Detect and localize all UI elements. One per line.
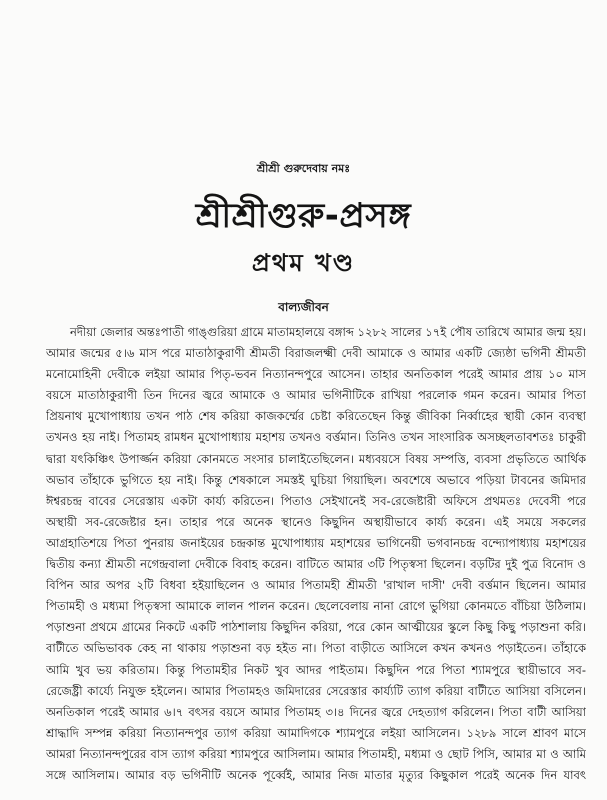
text-line: আমরা নিত্যানন্দপুরের বাস ত্যাগ করিয়া শ্যামপুরে আসিলাম। আমার পিতামহী, মধ্যমা ও ছোট পিসি, আমার মা ও আমি	[46, 746, 586, 761]
text-line: বয়সে মাতাঠাকুরাণী তিন দিনের জ্বরে আমাকে ও আমার ভগিনীটিকে রাখিয়া পরলোক গমন করেন। আমার পিতা	[46, 388, 586, 403]
text-line: বিপিন আর অপর ২টি বিধবা হইয়াছিলেন ও আমার পিতামহী শ্রীমতী 'রাখাল দাসী' দেবী বর্ত্তমান ছিলেন। আমার	[46, 578, 586, 593]
text-line: অনতিকাল পরেই আমার ৬।৭ বৎসর বয়সে আমার পিতামহ ৩।৪ দিনের জ্বরে দেহত্যাগ করিলেন। পিতা বাটী আসিয়া	[46, 704, 586, 719]
text-line: তখনও হয় নাই। পিতামহ রামধন মুখোপাধ্যায় মহাশয় তখনও বর্ত্তমান। তিনিও তখন সাংসারিক অসচ্ছলতাবশতঃ চাকুরী	[46, 430, 586, 445]
body-text	[46, 322, 586, 786]
text-line: দ্বিতীয় কন্যা শ্রীমতী নগেন্দ্রবালা দেবীকে বিবাহ করেন। বাটিতে আমার ৩টি পিতৃস্বসা ছিলেন। বড়টির দুই পুত্র বিনোদ ও	[46, 557, 586, 572]
text-line: দ্বারা যৎকিঞ্চিৎ উপার্জ্জন করিয়া কোনমতে সংসার চালাইতেছিলেন। মধ্যবয়সে বিষয় সম্পত্তি, ব্যবসা প্রভৃতিতে আর্থিক	[46, 451, 586, 466]
text-line: প্রিয়নাথ মুখোপাধ্যায় তখন পাঠ শেষ করিয়া কাজকর্ম্মের চেষ্টা করিতেছেন কিন্তু জীবিকা নির্ব্বাহের স্থায়ী কোন ব্যবস্থা	[46, 409, 586, 424]
text-line: সঙ্গে আসিলাম। আমার বড় ভগিনীটি অনেক পূর্ব্বেই, আমার নিজ মাতার মৃত্যুর কিছুকাল পরেই অনেক দিন যাবৎ	[46, 767, 586, 782]
book-title: শ্রীশ্রীগুরু-প্রসঙ্গ	[195, 196, 412, 236]
volume-subtitle: প্রথম খণ্ড	[251, 249, 356, 277]
text-line: মনোমোহিনী দেবীকে লইয়া আমার পিতৃ-ভবন নিত্যানন্দপুরে আসেন। তাহার অনতিকাল পরেই আমার প্রায় ১০ মাস	[46, 367, 586, 382]
text-line: পড়াশুনা প্রথমে গ্রামের নিকটে একটি পাঠশালায় কিছুদিন করিয়া, পরে কোন আত্মীয়ের স্কুলে কিছু কিছু পড়াশুনা করি।	[46, 620, 586, 635]
invocation-line: শ্রীশ্রী গুরুদেবায় নমঃ	[256, 162, 351, 175]
text-line: পিতামহী ও মধ্যমা পিতৃস্বসা আমাকে লালন পালন করেন। ছেলেবেলায় নানা রোগে ভুগিয়া কোনমতে বাঁচিয়া উঠিলাম।	[46, 599, 586, 614]
text-line: আমি খুব ভয় করিতাম। কিন্তু পিতামহীর নিকট খুব আদর পাইতাম। কিছুদিন পরে পিতা শ্যামপুরে স্থায়ীভাবে সব-	[46, 662, 586, 677]
text-line: আগ্রহাতিশয়ে পিতা পুনরায় জনাইয়ের চন্দ্রকান্ত মুখোপাধ্যায় মহাশয়ের ভাগিনেয়ী ভগবানচন্দ্র বন্দ্যোপাধ্যায় মহাশয়ের	[46, 535, 586, 550]
text-line: শ্রাদ্ধাদি সম্পন্ন করিয়া নিত্যানন্দপুর ত্যাগ করিয়া আমাদিগকে শ্যামপুরে লইয়া আসিলেন। ১২৮৯ সালে শ্রাবণ মাসে	[46, 725, 586, 740]
text-line: ঈশ্বরচন্দ্র বাবের সেরেস্তায় একটা কার্য্য করিতেন। পিতাও সেইখানেই সব-রেজেষ্টারী অফিসে প্রথমতঃ দেবেসী পরে	[46, 493, 586, 508]
text-line: অস্থায়ী সব-রেজেষ্টার হন। তাহার পরে অনেক স্থানেও কিছুদিন অস্থায়ীভাবে কার্য্য করেন। এই সময়ে সকলের	[46, 514, 586, 529]
text-line: রেজেষ্ট্রী কার্য্যে নিযুক্ত হইলেন। আমার পিতামহও জমিদারের সেরেস্তার কার্য্যটি ত্যাগ করিয়া বাটীতে আসিয়া বসিলেন।	[46, 683, 586, 698]
section-heading: বাল্যজীবন	[278, 300, 329, 314]
text-line: বাটীতে অভিভাবক কেহ না থাকায় পড়াশুনা বড় হইত না। পিতা বাড়ীতে আসিলে কখন কখনও পড়াইতেন। তাঁহাকে	[46, 641, 586, 656]
text-line: আমার জন্মের ৫।৬ মাস পরে মাতাঠাকুরাণী শ্রীমতী বিরাজলক্ষ্মী দেবী আমাকে ও আমার একটি জ্যেষ্ঠা ভগিনী শ্রীমতী	[46, 346, 586, 361]
text-line: নদীয়া জেলার অন্তঃপাতী গাঙ্গুরিয়া গ্রামে মাতামহালয়ে বঙ্গাব্দ ১২৮২ সালের ১৭ই পৌষ তারিখে আমার জন্ম হয়।	[70, 325, 586, 339]
text-line: অভাব তাঁহাকে ভুগিতে হয় নাই। কিন্তু শেষকালে সমস্তই ঘুচিয়া গিয়াছিল। অবশেষে অভাবে পড়িয়া টাবনের জমিদার	[46, 472, 586, 487]
